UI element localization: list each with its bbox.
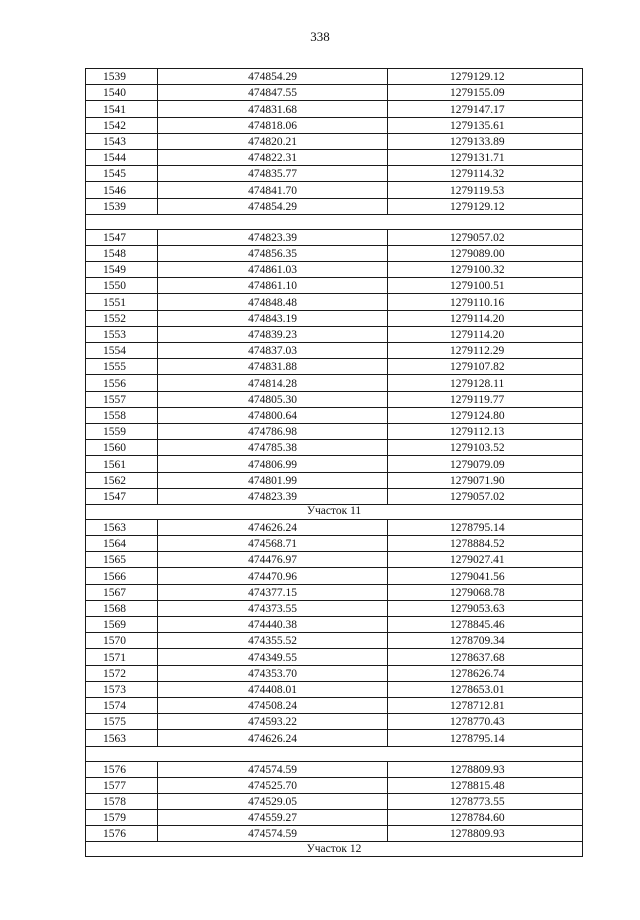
x-coordinate-cell: 474353.70 bbox=[158, 665, 388, 681]
point-number-cell: 1555 bbox=[86, 359, 158, 375]
page-number: 338 bbox=[310, 29, 330, 44]
table-row bbox=[86, 310, 583, 326]
table-row bbox=[86, 278, 583, 294]
point-number-cell: 1574 bbox=[86, 697, 158, 713]
section-title: Участок 12 bbox=[86, 842, 583, 857]
table-row bbox=[86, 568, 583, 584]
point-number-cell: 1539 bbox=[86, 69, 158, 85]
x-coordinate-cell: 474835.77 bbox=[158, 166, 388, 182]
x-coordinate-cell: 474408.01 bbox=[158, 681, 388, 697]
point-number-cell: 1563 bbox=[86, 519, 158, 535]
point-number-cell: 1559 bbox=[86, 423, 158, 439]
point-number-cell: 1549 bbox=[86, 262, 158, 278]
point-number-cell: 1575 bbox=[86, 714, 158, 730]
y-coordinate-cell: 1279114.32 bbox=[388, 166, 583, 182]
point-number-cell: 1550 bbox=[86, 278, 158, 294]
table-row bbox=[86, 826, 583, 842]
y-coordinate-cell: 1279112.29 bbox=[388, 343, 583, 359]
x-coordinate-cell: 474373.55 bbox=[158, 600, 388, 616]
point-number-cell: 1573 bbox=[86, 681, 158, 697]
point-number-cell: 1576 bbox=[86, 761, 158, 777]
x-coordinate-cell: 474476.97 bbox=[158, 552, 388, 568]
y-coordinate-cell: 1279100.51 bbox=[388, 278, 583, 294]
point-number-cell: 1569 bbox=[86, 617, 158, 633]
x-coordinate-cell: 474847.55 bbox=[158, 85, 388, 101]
x-coordinate-cell: 474814.28 bbox=[158, 375, 388, 391]
x-coordinate-cell: 474440.38 bbox=[158, 617, 388, 633]
table-row bbox=[86, 633, 583, 649]
point-number-cell: 1543 bbox=[86, 133, 158, 149]
x-coordinate-cell: 474843.19 bbox=[158, 310, 388, 326]
y-coordinate-cell: 1279129.12 bbox=[388, 69, 583, 85]
separator-cell bbox=[86, 214, 583, 229]
y-coordinate-cell: 1279112.13 bbox=[388, 423, 583, 439]
table-row bbox=[86, 117, 583, 133]
table-row bbox=[86, 166, 583, 182]
y-coordinate-cell: 1278626.74 bbox=[388, 665, 583, 681]
table-row bbox=[86, 665, 583, 681]
table-row bbox=[86, 440, 583, 456]
point-number-cell: 1556 bbox=[86, 375, 158, 391]
x-coordinate-cell: 474822.31 bbox=[158, 149, 388, 165]
y-coordinate-cell: 1278845.46 bbox=[388, 617, 583, 633]
table-row bbox=[86, 456, 583, 472]
coordinates-table bbox=[85, 68, 583, 857]
y-coordinate-cell: 1278815.48 bbox=[388, 777, 583, 793]
x-coordinate-cell: 474831.68 bbox=[158, 101, 388, 117]
y-coordinate-cell: 1278770.43 bbox=[388, 714, 583, 730]
table-row bbox=[86, 777, 583, 793]
table-row bbox=[86, 810, 583, 826]
x-coordinate-cell: 474349.55 bbox=[158, 649, 388, 665]
table-row bbox=[86, 391, 583, 407]
x-coordinate-cell: 474786.98 bbox=[158, 423, 388, 439]
y-coordinate-cell: 1278712.81 bbox=[388, 697, 583, 713]
section-header-row bbox=[86, 842, 583, 857]
y-coordinate-cell: 1279110.16 bbox=[388, 294, 583, 310]
x-coordinate-cell: 474805.30 bbox=[158, 391, 388, 407]
table-row bbox=[86, 262, 583, 278]
point-number-cell: 1570 bbox=[86, 633, 158, 649]
table-row bbox=[86, 584, 583, 600]
point-number-cell: 1572 bbox=[86, 665, 158, 681]
y-coordinate-cell: 1279027.41 bbox=[388, 552, 583, 568]
point-number-cell: 1552 bbox=[86, 310, 158, 326]
y-coordinate-cell: 1279119.53 bbox=[388, 182, 583, 198]
y-coordinate-cell: 1278784.60 bbox=[388, 810, 583, 826]
point-number-cell: 1554 bbox=[86, 343, 158, 359]
x-coordinate-cell: 474470.96 bbox=[158, 568, 388, 584]
x-coordinate-cell: 474854.29 bbox=[158, 69, 388, 85]
x-coordinate-cell: 474856.35 bbox=[158, 245, 388, 261]
point-number-cell: 1540 bbox=[86, 85, 158, 101]
table-row bbox=[86, 697, 583, 713]
x-coordinate-cell: 474377.15 bbox=[158, 584, 388, 600]
x-coordinate-cell: 474861.03 bbox=[158, 262, 388, 278]
separator-row bbox=[86, 746, 583, 761]
y-coordinate-cell: 1278637.68 bbox=[388, 649, 583, 665]
table-row bbox=[86, 730, 583, 746]
y-coordinate-cell: 1279114.20 bbox=[388, 310, 583, 326]
x-coordinate-cell: 474861.10 bbox=[158, 278, 388, 294]
x-coordinate-cell: 474837.03 bbox=[158, 343, 388, 359]
y-coordinate-cell: 1279131.71 bbox=[388, 149, 583, 165]
y-coordinate-cell: 1279133.89 bbox=[388, 133, 583, 149]
point-number-cell: 1542 bbox=[86, 117, 158, 133]
table-row bbox=[86, 519, 583, 535]
x-coordinate-cell: 474831.88 bbox=[158, 359, 388, 375]
x-coordinate-cell: 474854.29 bbox=[158, 198, 388, 214]
x-coordinate-cell: 474525.70 bbox=[158, 777, 388, 793]
point-number-cell: 1561 bbox=[86, 456, 158, 472]
table-row bbox=[86, 326, 583, 342]
table-row bbox=[86, 714, 583, 730]
y-coordinate-cell: 1279079.09 bbox=[388, 456, 583, 472]
table-row bbox=[86, 85, 583, 101]
x-coordinate-cell: 474508.24 bbox=[158, 697, 388, 713]
table-row bbox=[86, 229, 583, 245]
x-coordinate-cell: 474785.38 bbox=[158, 440, 388, 456]
y-coordinate-cell: 1279089.00 bbox=[388, 245, 583, 261]
point-number-cell: 1560 bbox=[86, 440, 158, 456]
x-coordinate-cell: 474801.99 bbox=[158, 472, 388, 488]
table-row bbox=[86, 182, 583, 198]
point-number-cell: 1571 bbox=[86, 649, 158, 665]
point-number-cell: 1578 bbox=[86, 793, 158, 809]
table-row bbox=[86, 536, 583, 552]
table-row bbox=[86, 407, 583, 423]
point-number-cell: 1541 bbox=[86, 101, 158, 117]
table-row bbox=[86, 149, 583, 165]
y-coordinate-cell: 1279041.56 bbox=[388, 568, 583, 584]
x-coordinate-cell: 474559.27 bbox=[158, 810, 388, 826]
point-number-cell: 1553 bbox=[86, 326, 158, 342]
x-coordinate-cell: 474593.22 bbox=[158, 714, 388, 730]
y-coordinate-cell: 1279128.11 bbox=[388, 375, 583, 391]
point-number-cell: 1577 bbox=[86, 777, 158, 793]
y-coordinate-cell: 1278653.01 bbox=[388, 681, 583, 697]
x-coordinate-cell: 474355.52 bbox=[158, 633, 388, 649]
point-number-cell: 1551 bbox=[86, 294, 158, 310]
point-number-cell: 1547 bbox=[86, 488, 158, 504]
point-number-cell: 1557 bbox=[86, 391, 158, 407]
y-coordinate-cell: 1278709.34 bbox=[388, 633, 583, 649]
y-coordinate-cell: 1278809.93 bbox=[388, 826, 583, 842]
table-row bbox=[86, 649, 583, 665]
separator-row bbox=[86, 214, 583, 229]
point-number-cell: 1567 bbox=[86, 584, 158, 600]
table-row bbox=[86, 359, 583, 375]
x-coordinate-cell: 474568.71 bbox=[158, 536, 388, 552]
table-row bbox=[86, 294, 583, 310]
x-coordinate-cell: 474841.70 bbox=[158, 182, 388, 198]
table-row bbox=[86, 343, 583, 359]
table-row bbox=[86, 600, 583, 616]
y-coordinate-cell: 1279107.82 bbox=[388, 359, 583, 375]
y-coordinate-cell: 1279103.52 bbox=[388, 440, 583, 456]
x-coordinate-cell: 474626.24 bbox=[158, 730, 388, 746]
x-coordinate-cell: 474823.39 bbox=[158, 488, 388, 504]
y-coordinate-cell: 1279057.02 bbox=[388, 229, 583, 245]
x-coordinate-cell: 474529.05 bbox=[158, 793, 388, 809]
x-coordinate-cell: 474820.21 bbox=[158, 133, 388, 149]
y-coordinate-cell: 1279053.63 bbox=[388, 600, 583, 616]
point-number-cell: 1547 bbox=[86, 229, 158, 245]
section-header-row bbox=[86, 504, 583, 519]
y-coordinate-cell: 1278795.14 bbox=[388, 519, 583, 535]
table-row bbox=[86, 375, 583, 391]
x-coordinate-cell: 474800.64 bbox=[158, 407, 388, 423]
x-coordinate-cell: 474839.23 bbox=[158, 326, 388, 342]
y-coordinate-cell: 1279071.90 bbox=[388, 472, 583, 488]
table-row bbox=[86, 245, 583, 261]
y-coordinate-cell: 1278773.55 bbox=[388, 793, 583, 809]
table-row bbox=[86, 761, 583, 777]
point-number-cell: 1546 bbox=[86, 182, 158, 198]
y-coordinate-cell: 1279057.02 bbox=[388, 488, 583, 504]
coordinates-table-body bbox=[86, 69, 583, 857]
point-number-cell: 1564 bbox=[86, 536, 158, 552]
table-row bbox=[86, 793, 583, 809]
point-number-cell: 1562 bbox=[86, 472, 158, 488]
y-coordinate-cell: 1278809.93 bbox=[388, 761, 583, 777]
x-coordinate-cell: 474818.06 bbox=[158, 117, 388, 133]
point-number-cell: 1539 bbox=[86, 198, 158, 214]
table-row bbox=[86, 423, 583, 439]
x-coordinate-cell: 474574.59 bbox=[158, 761, 388, 777]
point-number-cell: 1548 bbox=[86, 245, 158, 261]
point-number-cell: 1579 bbox=[86, 810, 158, 826]
separator-cell bbox=[86, 746, 583, 761]
y-coordinate-cell: 1279129.12 bbox=[388, 198, 583, 214]
point-number-cell: 1576 bbox=[86, 826, 158, 842]
table-row bbox=[86, 552, 583, 568]
y-coordinate-cell: 1279135.61 bbox=[388, 117, 583, 133]
section-title: Участок 11 bbox=[86, 504, 583, 519]
point-number-cell: 1563 bbox=[86, 730, 158, 746]
table-row bbox=[86, 681, 583, 697]
point-number-cell: 1566 bbox=[86, 568, 158, 584]
y-coordinate-cell: 1278884.52 bbox=[388, 536, 583, 552]
x-coordinate-cell: 474574.59 bbox=[158, 826, 388, 842]
point-number-cell: 1544 bbox=[86, 149, 158, 165]
x-coordinate-cell: 474626.24 bbox=[158, 519, 388, 535]
table-row bbox=[86, 101, 583, 117]
y-coordinate-cell: 1279068.78 bbox=[388, 584, 583, 600]
y-coordinate-cell: 1279155.09 bbox=[388, 85, 583, 101]
table-row bbox=[86, 617, 583, 633]
x-coordinate-cell: 474823.39 bbox=[158, 229, 388, 245]
y-coordinate-cell: 1279119.77 bbox=[388, 391, 583, 407]
table-row bbox=[86, 133, 583, 149]
x-coordinate-cell: 474806.99 bbox=[158, 456, 388, 472]
table-row bbox=[86, 69, 583, 85]
table-row bbox=[86, 488, 583, 504]
y-coordinate-cell: 1279100.32 bbox=[388, 262, 583, 278]
y-coordinate-cell: 1279124.80 bbox=[388, 407, 583, 423]
table-row bbox=[86, 198, 583, 214]
table-row bbox=[86, 472, 583, 488]
point-number-cell: 1545 bbox=[86, 166, 158, 182]
y-coordinate-cell: 1279114.20 bbox=[388, 326, 583, 342]
y-coordinate-cell: 1279147.17 bbox=[388, 101, 583, 117]
y-coordinate-cell: 1278795.14 bbox=[388, 730, 583, 746]
x-coordinate-cell: 474848.48 bbox=[158, 294, 388, 310]
point-number-cell: 1558 bbox=[86, 407, 158, 423]
point-number-cell: 1565 bbox=[86, 552, 158, 568]
point-number-cell: 1568 bbox=[86, 600, 158, 616]
